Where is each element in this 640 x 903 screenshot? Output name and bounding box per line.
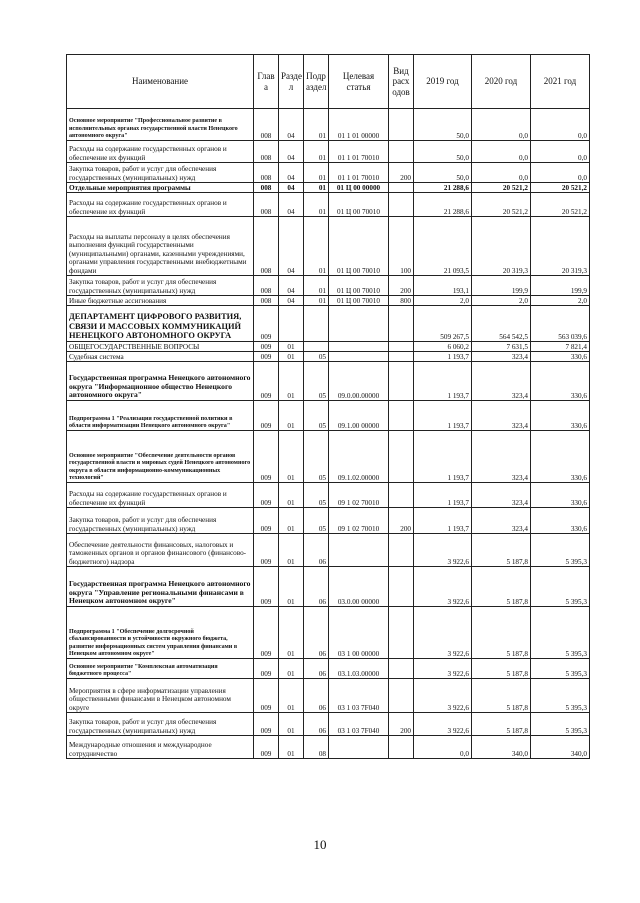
cell-2019: 1 193,7	[414, 401, 472, 431]
cell-razdel: 01	[279, 567, 304, 607]
cell-statya: 09 1 02 70010	[329, 483, 389, 508]
cell-name: Основное мероприятие "Комплексная автоматизация бюджетного процесса"	[67, 659, 254, 679]
cell-2021: 330,6	[531, 483, 590, 508]
cell-podrazdel: 05	[304, 401, 329, 431]
cell-podrazdel: 05	[304, 431, 329, 483]
cell-vid	[389, 401, 414, 431]
cell-2019: 1 193,7	[414, 483, 472, 508]
cell-podrazdel	[304, 306, 329, 342]
cell-2021: 330,6	[531, 401, 590, 431]
cell-2019: 3 922,6	[414, 713, 472, 736]
cell-2020: 323,4	[472, 352, 531, 362]
cell-2019: 1 193,7	[414, 352, 472, 362]
cell-razdel: 01	[279, 679, 304, 713]
cell-podrazdel: 05	[304, 362, 329, 401]
table-row	[67, 342, 590, 352]
cell-glava: 009	[254, 431, 279, 483]
cell-2020: 0,0	[472, 109, 531, 141]
cell-glava: 009	[254, 679, 279, 713]
cell-podrazdel: 01	[304, 183, 329, 193]
cell-2020: 199,9	[472, 276, 531, 296]
cell-glava: 009	[254, 567, 279, 607]
cell-statya: 03.1.03.00000	[329, 659, 389, 679]
cell-statya	[329, 306, 389, 342]
cell-vid	[389, 659, 414, 679]
cell-2019: 1 193,7	[414, 362, 472, 401]
cell-2019: 0,0	[414, 736, 472, 759]
cell-2019: 50,0	[414, 163, 472, 183]
cell-2019: 1 193,7	[414, 508, 472, 534]
cell-podrazdel: 06	[304, 713, 329, 736]
cell-statya: 01 Ц 00 70010	[329, 296, 389, 306]
header-vid: Вид расх одов	[389, 55, 414, 109]
cell-razdel: 01	[279, 607, 304, 659]
cell-podrazdel: 01	[304, 296, 329, 306]
cell-2019: 193,1	[414, 276, 472, 296]
table-row	[67, 163, 590, 183]
cell-statya: 09.0.00.00000	[329, 362, 389, 401]
cell-statya	[329, 534, 389, 567]
cell-vid	[389, 534, 414, 567]
header-2021: 2021 год	[531, 55, 590, 109]
cell-vid: 800	[389, 296, 414, 306]
table-row	[67, 607, 590, 659]
cell-statya	[329, 352, 389, 362]
table-row	[67, 362, 590, 401]
cell-razdel: 01	[279, 342, 304, 352]
cell-2020: 564 542,5	[472, 306, 531, 342]
cell-razdel: 01	[279, 713, 304, 736]
cell-razdel: 01	[279, 362, 304, 401]
table-body	[67, 109, 590, 759]
cell-glava: 008	[254, 163, 279, 183]
cell-name: Закупка товаров, работ и услуг для обеспечения государственных (муниципальных) нужд	[67, 276, 254, 296]
table-row	[67, 296, 590, 306]
header-2020: 2020 год	[472, 55, 531, 109]
cell-2020: 5 187,8	[472, 534, 531, 567]
cell-2020: 5 187,8	[472, 713, 531, 736]
cell-2021: 5 395,3	[531, 607, 590, 659]
cell-statya: 01 1 01 70010	[329, 163, 389, 183]
cell-glava: 009	[254, 352, 279, 362]
cell-2020: 323,4	[472, 401, 531, 431]
cell-glava: 008	[254, 276, 279, 296]
cell-glava: 009	[254, 306, 279, 342]
cell-statya: 09.1.02.00000	[329, 431, 389, 483]
cell-vid	[389, 141, 414, 163]
cell-name: Подпрограмма 1 "Реализация государственной политики в области информатизации Ненецкого автономного округа"	[67, 401, 254, 431]
cell-2020: 7 631,5	[472, 342, 531, 352]
cell-2020: 0,0	[472, 141, 531, 163]
cell-2021: 5 395,3	[531, 659, 590, 679]
cell-razdel: 04	[279, 141, 304, 163]
cell-razdel: 01	[279, 736, 304, 759]
cell-glava: 008	[254, 296, 279, 306]
cell-name: Мероприятия в сфере информатизации управления общественными финансами в Ненецком автономном округе	[67, 679, 254, 713]
cell-glava: 008	[254, 217, 279, 276]
cell-2021: 20 521,2	[531, 193, 590, 217]
cell-podrazdel: 01	[304, 109, 329, 141]
cell-2019: 21 288,6	[414, 193, 472, 217]
cell-2019: 2,0	[414, 296, 472, 306]
cell-statya: 01 1 01 70010	[329, 141, 389, 163]
cell-vid	[389, 679, 414, 713]
cell-glava: 008	[254, 183, 279, 193]
cell-2021: 563 039,6	[531, 306, 590, 342]
cell-statya: 09.1.00 00000	[329, 401, 389, 431]
cell-podrazdel: 06	[304, 679, 329, 713]
cell-2021: 340,0	[531, 736, 590, 759]
table-row	[67, 109, 590, 141]
table-header-row	[67, 55, 590, 109]
cell-name: Расходы на содержание государственных органов и обеспечение их функций	[67, 193, 254, 217]
cell-razdel: 04	[279, 217, 304, 276]
cell-vid	[389, 183, 414, 193]
cell-statya: 09 1 02 70010	[329, 508, 389, 534]
cell-2020: 5 187,8	[472, 607, 531, 659]
table-row	[67, 508, 590, 534]
table-row	[67, 183, 590, 193]
cell-vid: 200	[389, 508, 414, 534]
cell-statya: 01 Ц 00 70010	[329, 217, 389, 276]
cell-glava: 009	[254, 362, 279, 401]
cell-razdel: 01	[279, 534, 304, 567]
cell-glava: 009	[254, 736, 279, 759]
cell-2020: 340,0	[472, 736, 531, 759]
table-row	[67, 713, 590, 736]
cell-statya	[329, 736, 389, 759]
cell-2021: 20 521,2	[531, 183, 590, 193]
cell-razdel: 01	[279, 431, 304, 483]
cell-vid	[389, 306, 414, 342]
cell-razdel: 04	[279, 109, 304, 141]
cell-2021: 20 319,3	[531, 217, 590, 276]
header-podrazdel: Подр аздел	[304, 55, 329, 109]
cell-2019: 3 922,6	[414, 679, 472, 713]
cell-2019: 6 060,2	[414, 342, 472, 352]
cell-name: Подпрограмма 1 "Обеспечение долгосрочной сбалансированности и устойчивости окружного бюджета, развитие информационных систем управления финансами в Ненецком автономном округе"	[67, 607, 254, 659]
cell-2021: 330,6	[531, 431, 590, 483]
cell-2021: 0,0	[531, 163, 590, 183]
cell-glava: 009	[254, 534, 279, 567]
cell-razdel: 01	[279, 508, 304, 534]
cell-vid	[389, 342, 414, 352]
cell-podrazdel: 01	[304, 217, 329, 276]
cell-vid	[389, 431, 414, 483]
cell-2021: 199,9	[531, 276, 590, 296]
cell-name: Государственная программа Ненецкого автономного округа "Управление региональными финансами в Ненецком автономном округе"	[67, 567, 254, 607]
cell-2019: 21 288,6	[414, 183, 472, 193]
cell-podrazdel: 05	[304, 483, 329, 508]
cell-glava: 009	[254, 342, 279, 352]
cell-podrazdel: 01	[304, 163, 329, 183]
cell-razdel	[279, 306, 304, 342]
cell-statya: 03 1 03 7F040	[329, 679, 389, 713]
table-row	[67, 306, 590, 342]
cell-podrazdel: 01	[304, 276, 329, 296]
cell-vid	[389, 483, 414, 508]
cell-2020: 323,4	[472, 508, 531, 534]
cell-name: Закупка товаров, работ и услуг для обеспечения государственных (муниципальных) нужд	[67, 163, 254, 183]
cell-name: Иные бюджетные ассигнования	[67, 296, 254, 306]
cell-name: Расходы на выплаты персоналу в целях обеспечения выполнения функций государственными (муниципальными) органами, казенными учреждениями, органами управления государственными внебюджетными фондами	[67, 217, 254, 276]
cell-podrazdel: 05	[304, 352, 329, 362]
cell-name: Судебная система	[67, 352, 254, 362]
cell-glava: 009	[254, 659, 279, 679]
cell-2021: 330,6	[531, 362, 590, 401]
header-glava: Глав а	[254, 55, 279, 109]
cell-2019: 1 193,7	[414, 431, 472, 483]
header-statya: Целевая статья	[329, 55, 389, 109]
cell-podrazdel: 06	[304, 607, 329, 659]
cell-podrazdel	[304, 342, 329, 352]
cell-name: Государственная программа Ненецкого автономного округа "Информационное общество Ненецкого автономного округа"	[67, 362, 254, 401]
cell-2021: 7 821,4	[531, 342, 590, 352]
table-row	[67, 431, 590, 483]
cell-name: Обеспечение деятельности финансовых, налоговых и таможенных органов и органов финансового (финансово-бюджетного) надзора	[67, 534, 254, 567]
cell-statya: 01 Ц 00 00000	[329, 183, 389, 193]
cell-vid	[389, 109, 414, 141]
cell-2019: 3 922,6	[414, 567, 472, 607]
page-number: 10	[313, 837, 327, 852]
cell-razdel: 04	[279, 276, 304, 296]
cell-2021: 330,6	[531, 508, 590, 534]
cell-vid: 100	[389, 217, 414, 276]
cell-2020: 5 187,8	[472, 567, 531, 607]
table-row	[67, 567, 590, 607]
cell-name: Расходы на содержание государственных органов и обеспечение их функций	[67, 141, 254, 163]
cell-vid	[389, 607, 414, 659]
header-2019: 2019 год	[414, 55, 472, 109]
cell-2021: 5 395,3	[531, 534, 590, 567]
cell-vid	[389, 352, 414, 362]
cell-2020: 5 187,8	[472, 659, 531, 679]
table-row	[67, 483, 590, 508]
cell-2020: 0,0	[472, 163, 531, 183]
cell-razdel: 01	[279, 352, 304, 362]
cell-podrazdel: 05	[304, 508, 329, 534]
cell-2019: 509 267,5	[414, 306, 472, 342]
cell-razdel: 01	[279, 401, 304, 431]
cell-podrazdel: 01	[304, 193, 329, 217]
cell-statya: 01 Ц 00 70010	[329, 276, 389, 296]
cell-glava: 009	[254, 483, 279, 508]
cell-2021: 0,0	[531, 141, 590, 163]
cell-2020: 323,4	[472, 431, 531, 483]
cell-2019: 50,0	[414, 141, 472, 163]
cell-2021: 0,0	[531, 109, 590, 141]
cell-razdel: 04	[279, 183, 304, 193]
table-row	[67, 141, 590, 163]
cell-2020: 323,4	[472, 483, 531, 508]
cell-podrazdel: 08	[304, 736, 329, 759]
cell-statya: 01 1 01 00000	[329, 109, 389, 141]
cell-vid	[389, 193, 414, 217]
table-row	[67, 193, 590, 217]
cell-statya: 03 1 03 7F040	[329, 713, 389, 736]
cell-2021: 330,6	[531, 352, 590, 362]
cell-name: ДЕПАРТАМЕНТ ЦИФРОВОГО РАЗВИТИЯ, СВЯЗИ И МАССОВЫХ КОММУНИКАЦИЙ НЕНЕЦКОГО АВТОНОМНОГО ОКРУГА	[67, 306, 254, 342]
budget-table	[66, 54, 590, 759]
cell-glava: 009	[254, 401, 279, 431]
cell-statya	[329, 342, 389, 352]
cell-2020: 20 521,2	[472, 183, 531, 193]
cell-name: Расходы на содержание государственных органов и обеспечение их функций	[67, 483, 254, 508]
table-row	[67, 352, 590, 362]
cell-podrazdel: 06	[304, 567, 329, 607]
cell-2021: 5 395,3	[531, 713, 590, 736]
table-row	[67, 217, 590, 276]
cell-podrazdel: 06	[304, 534, 329, 567]
table-row	[67, 534, 590, 567]
cell-2020: 323,4	[472, 362, 531, 401]
cell-name: Международные отношения и международное сотрудничество	[67, 736, 254, 759]
cell-vid	[389, 362, 414, 401]
cell-razdel: 01	[279, 659, 304, 679]
cell-2020: 2,0	[472, 296, 531, 306]
header-name: Наименование	[67, 55, 254, 109]
cell-vid: 200	[389, 276, 414, 296]
cell-name: Основное мероприятие "Профессиональное развитие в исполнительных органах государственной власти Ненецкого автономного округа"	[67, 109, 254, 141]
cell-name: ОБЩЕГОСУДАРСТВЕННЫЕ ВОПРОСЫ	[67, 342, 254, 352]
cell-glava: 009	[254, 713, 279, 736]
cell-vid: 200	[389, 713, 414, 736]
cell-2019: 3 922,6	[414, 659, 472, 679]
cell-vid: 200	[389, 163, 414, 183]
cell-2021: 5 395,3	[531, 679, 590, 713]
cell-vid	[389, 736, 414, 759]
cell-glava: 008	[254, 141, 279, 163]
cell-2019: 3 922,6	[414, 607, 472, 659]
cell-2020: 20 521,2	[472, 193, 531, 217]
cell-name: Отдельные мероприятия программы	[67, 183, 254, 193]
cell-podrazdel: 01	[304, 141, 329, 163]
table-row	[67, 659, 590, 679]
cell-statya: 03 1 00 00000	[329, 607, 389, 659]
cell-glava: 008	[254, 193, 279, 217]
cell-2020: 20 319,3	[472, 217, 531, 276]
cell-glava: 009	[254, 607, 279, 659]
cell-razdel: 04	[279, 296, 304, 306]
cell-vid	[389, 567, 414, 607]
cell-name: Закупка товаров, работ и услуг для обеспечения государственных (муниципальных) нужд	[67, 713, 254, 736]
cell-2021: 5 395,3	[531, 567, 590, 607]
cell-razdel: 01	[279, 483, 304, 508]
cell-razdel: 04	[279, 193, 304, 217]
cell-name: Основное мероприятие "Обеспечение деятельности органов государственной власти и мировых судей Ненецкого автономного округа в области информационно-коммуникационных технологий"	[67, 431, 254, 483]
cell-glava: 008	[254, 109, 279, 141]
cell-statya: 03.0.00 00000	[329, 567, 389, 607]
header-razdel: Разде л	[279, 55, 304, 109]
cell-2019: 3 922,6	[414, 534, 472, 567]
cell-podrazdel: 06	[304, 659, 329, 679]
cell-2019: 50,0	[414, 109, 472, 141]
cell-name: Закупка товаров, работ и услуг для обеспечения государственных (муниципальных) нужд	[67, 508, 254, 534]
cell-razdel: 04	[279, 163, 304, 183]
cell-glava: 009	[254, 508, 279, 534]
table-row	[67, 276, 590, 296]
cell-2019: 21 093,5	[414, 217, 472, 276]
cell-2021: 2,0	[531, 296, 590, 306]
cell-statya: 01 Ц 00 70010	[329, 193, 389, 217]
table-row	[67, 401, 590, 431]
cell-2020: 5 187,8	[472, 679, 531, 713]
table-row	[67, 736, 590, 759]
table-row	[67, 679, 590, 713]
